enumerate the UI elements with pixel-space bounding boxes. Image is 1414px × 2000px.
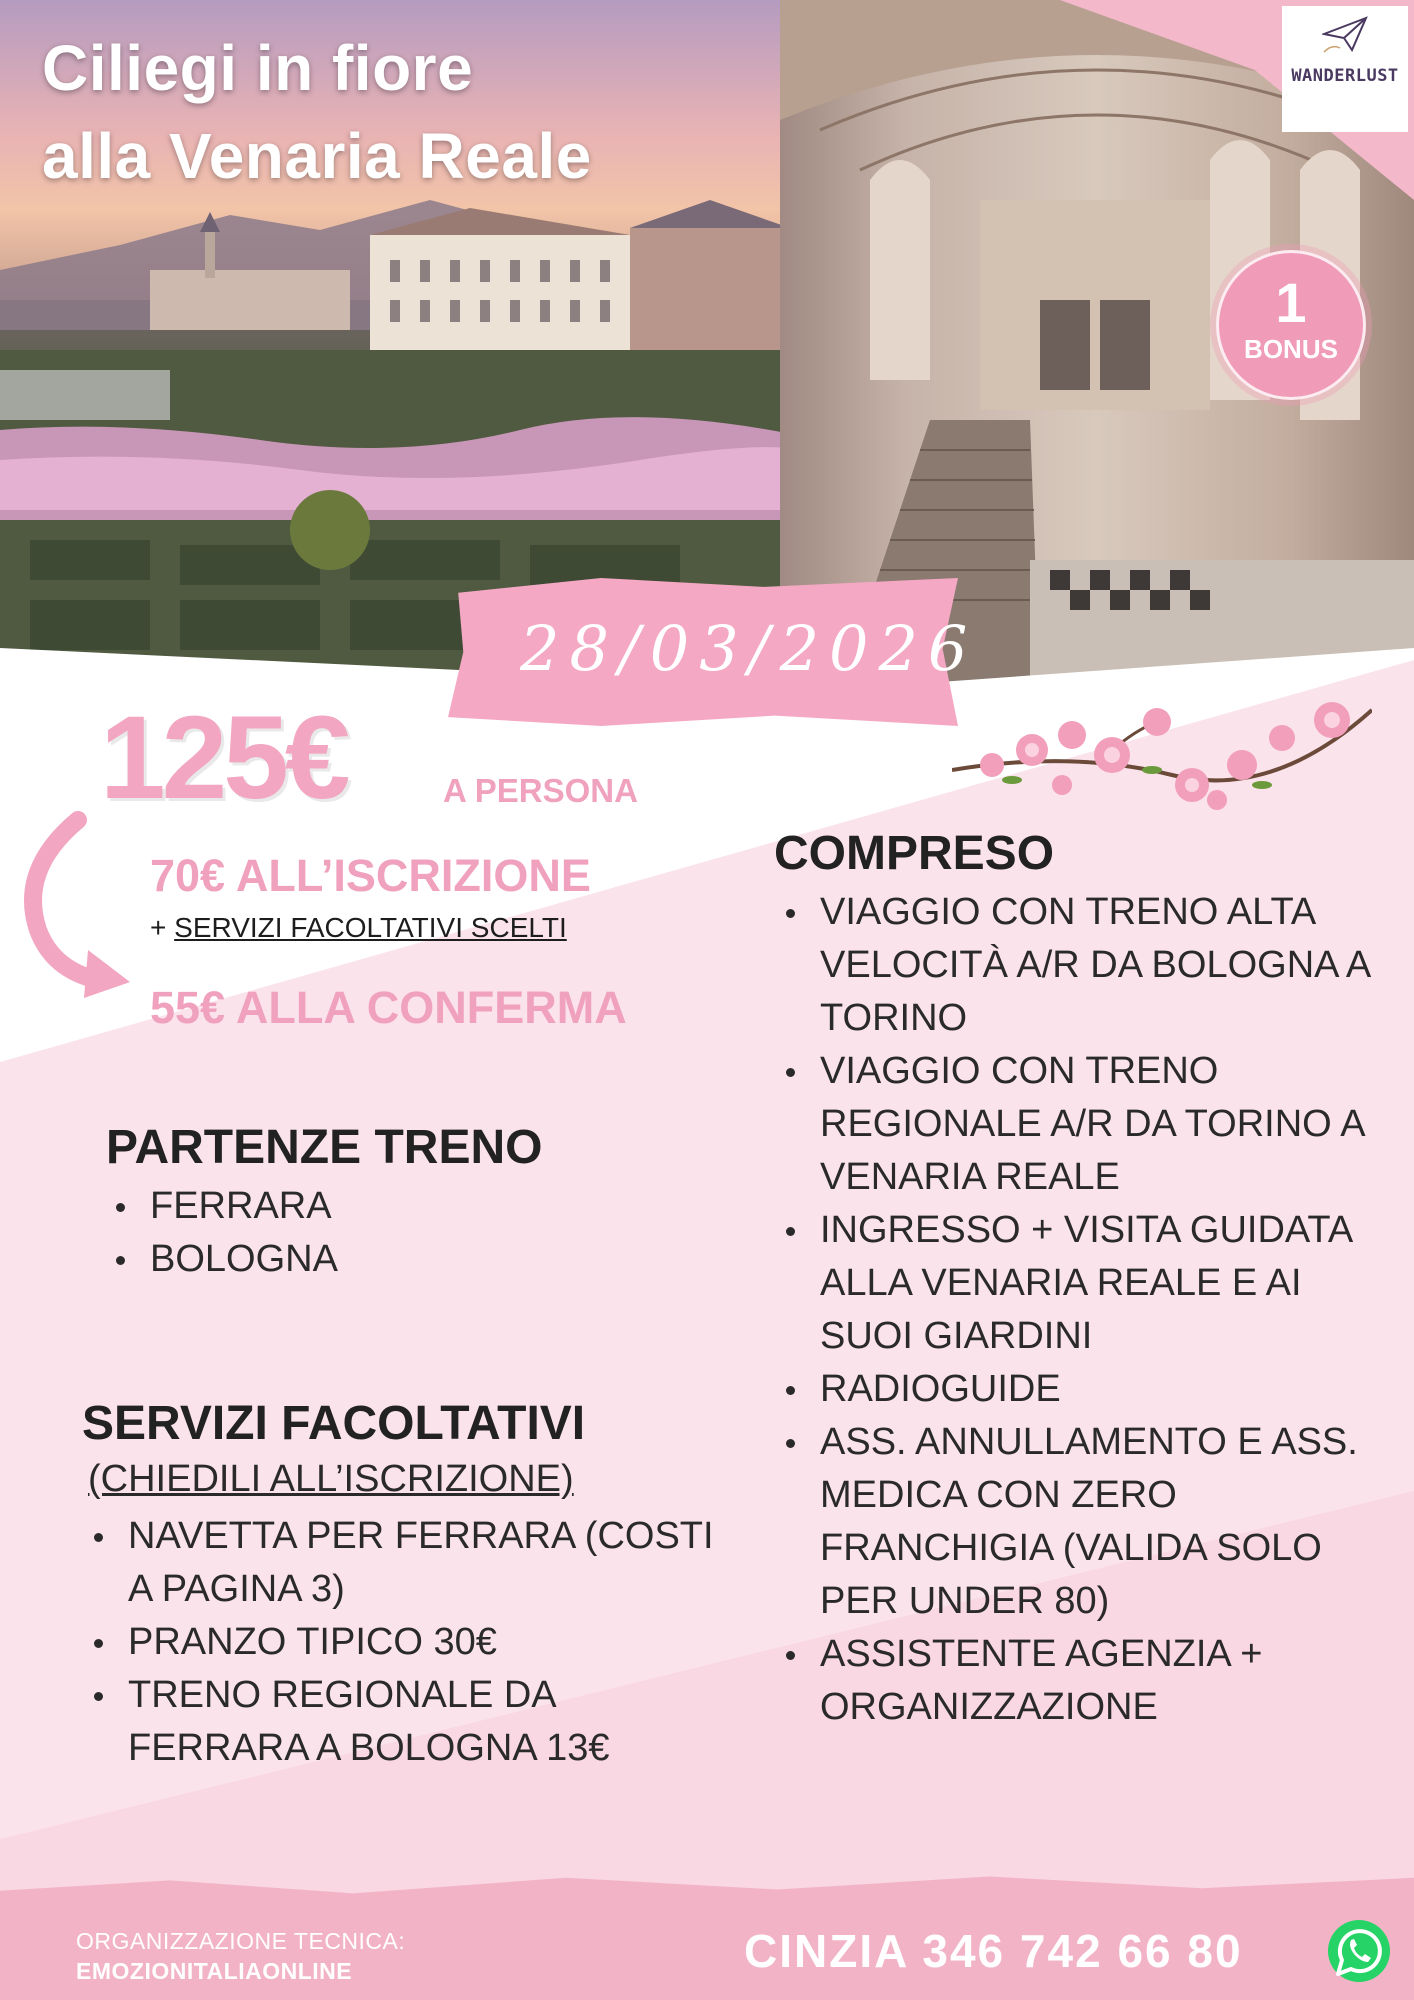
optional-services-subtitle: (CHIEDILI ALL’ISCRIZIONE) (88, 1458, 574, 1500)
trip-date: 28/03/2026 (520, 612, 978, 685)
list-item: VIAGGIO CON TRENO ALTA VELOCITÀ A/R DA BOLOGNA A TORINO (776, 886, 1376, 1045)
organizer-name: EMOZIONITALIAONLINE (76, 1958, 353, 1984)
list-item: TRENO REGIONALE DA FERRARA A BOLOGNA 13€ (84, 1669, 724, 1775)
optional-services-note (150, 912, 567, 944)
paper-plane-icon (1322, 14, 1368, 54)
page-title (42, 24, 592, 200)
bonus-number: 1 (1275, 271, 1307, 334)
list-item: INGRESSO + VISITA GUIDATA ALLA VENARIA REALE E AI SUOI GIARDINI (776, 1204, 1376, 1363)
cherry-blossom-branch-icon (952, 690, 1372, 820)
optional-services-list (84, 1510, 724, 1775)
list-item: VIAGGIO CON TRENO REGIONALE A/R DA TORINO A VENARIA REALE (776, 1045, 1376, 1204)
list-item: FERRARA (106, 1180, 606, 1233)
list-item: PRANZO TIPICO 30€ (84, 1616, 724, 1669)
optional-services-title: SERVIZI FACOLTATIVI (82, 1397, 586, 1450)
optional-prefix: + (150, 912, 175, 943)
departures-title: PARTENZE TRENO (106, 1121, 543, 1174)
title-line-2: alla Venaria Reale (42, 120, 592, 192)
list-item: ASSISTENTE AGENZIA + ORGANIZZAZIONE (776, 1628, 1376, 1734)
list-item: RADIOGUIDE (776, 1363, 1376, 1416)
list-item: BOLOGNA (106, 1233, 606, 1286)
price-total: 125€ (100, 692, 347, 824)
confirmation-price: 55€ ALLA CONFERMA (150, 982, 627, 1033)
deposit-price: 70€ ALL’ISCRIZIONE (150, 850, 591, 901)
whatsapp-icon[interactable] (1324, 1916, 1394, 1986)
list-item: ASS. ANNULLAMENTO E ASS. MEDICA CON ZERO FRANCHIGIA (VALIDA SOLO PER UNDER 80) (776, 1416, 1376, 1628)
optional-services-link: SERVIZI FACOLTATIVI SCELTI (174, 912, 567, 943)
price-unit: A PERSONA (443, 772, 638, 809)
curved-arrow-icon (18, 810, 138, 1000)
departures-list (106, 1180, 606, 1286)
bonus-label: BONUS (1244, 334, 1338, 364)
organizer-label: ORGANIZZAZIONE TECNICA: (76, 1928, 406, 1954)
contact-phone[interactable]: CINZIA 346 742 66 80 (744, 1925, 1243, 1977)
included-title: COMPRESO (774, 827, 1055, 880)
list-item: NAVETTA PER FERRARA (COSTI A PAGINA 3) (84, 1510, 724, 1616)
brand-logo-text: WANDERLUST (1291, 66, 1399, 86)
included-list (776, 886, 1376, 1734)
title-line-1: Ciliegi in fiore (42, 32, 474, 104)
